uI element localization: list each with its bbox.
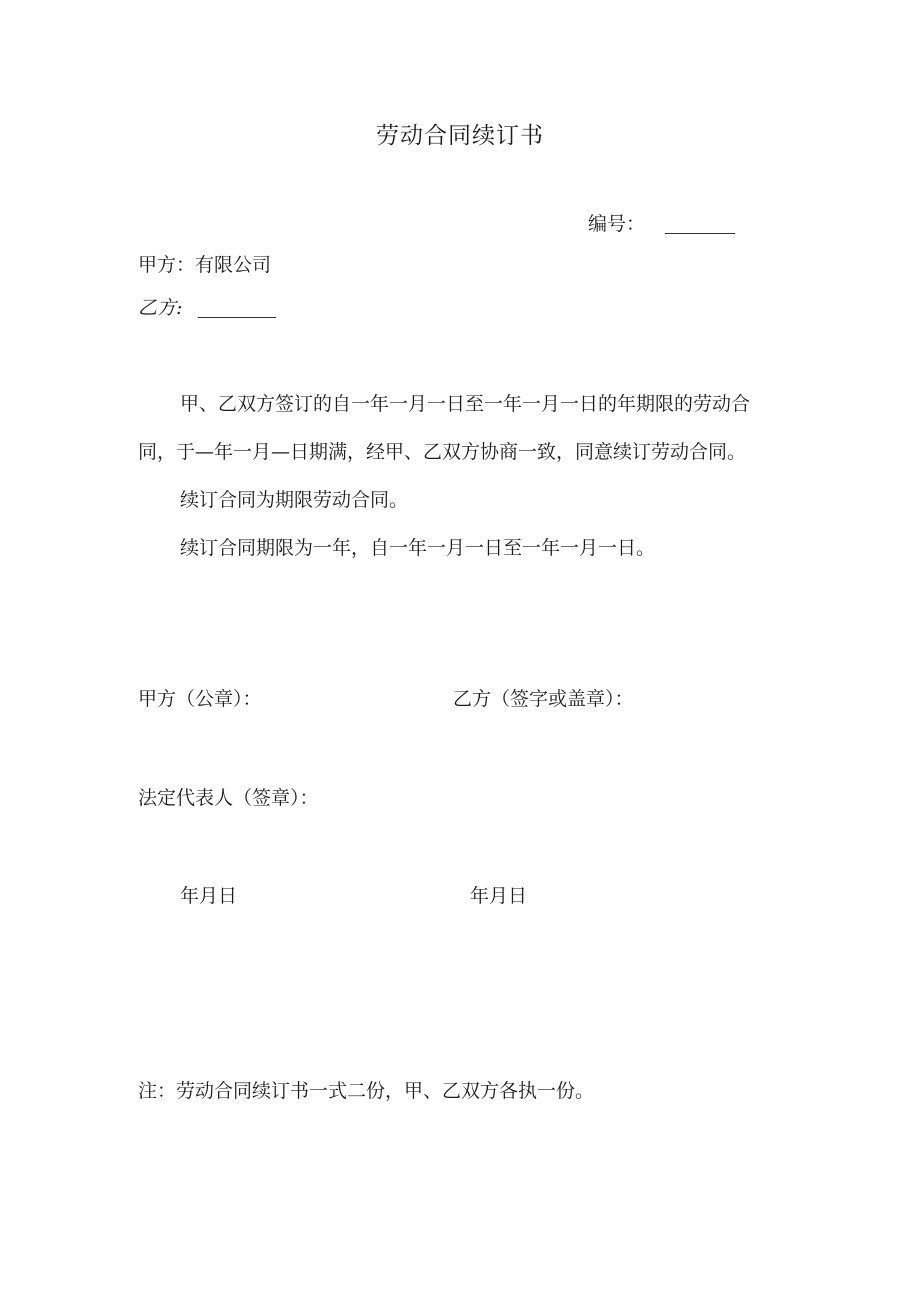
date-party-a: 年月日 [180,885,238,907]
serial-number-label: 编号： [588,213,646,235]
paragraph-2: 续订合同为期限劳动合同。 [180,489,409,511]
document-title: 劳动合同续订书 [376,123,544,149]
signature-party-a: 甲方（公章）： [138,688,262,710]
note: 注：劳动合同续订书一式二份，甲、乙双方各执一份。 [138,1080,595,1102]
party-b-label: 乙方: [138,297,183,319]
serial-number-row [588,215,735,234]
party-b-blank [198,299,276,318]
serial-number-blank [665,215,735,234]
party-b-row [138,299,276,318]
date-party-b: 年月日 [470,885,528,907]
paragraph-1-line-2: 同，于—年一月—日期满，经甲、乙双方协商一致，同意续订劳动合同。 [138,441,747,463]
paragraph-1-line-1: 甲、乙双方签订的自一年一月一日至一年一月一日的年期限的劳动合 [180,393,751,415]
legal-representative-signature: 法定代表人（签章）： [138,787,319,809]
party-a-line: 甲方：有限公司 [138,254,272,276]
paragraph-3: 续订合同期限为一年，自一年一月一日至一年一月一日。 [180,537,656,559]
signature-party-b: 乙方（签字或盖章）： [453,688,634,710]
